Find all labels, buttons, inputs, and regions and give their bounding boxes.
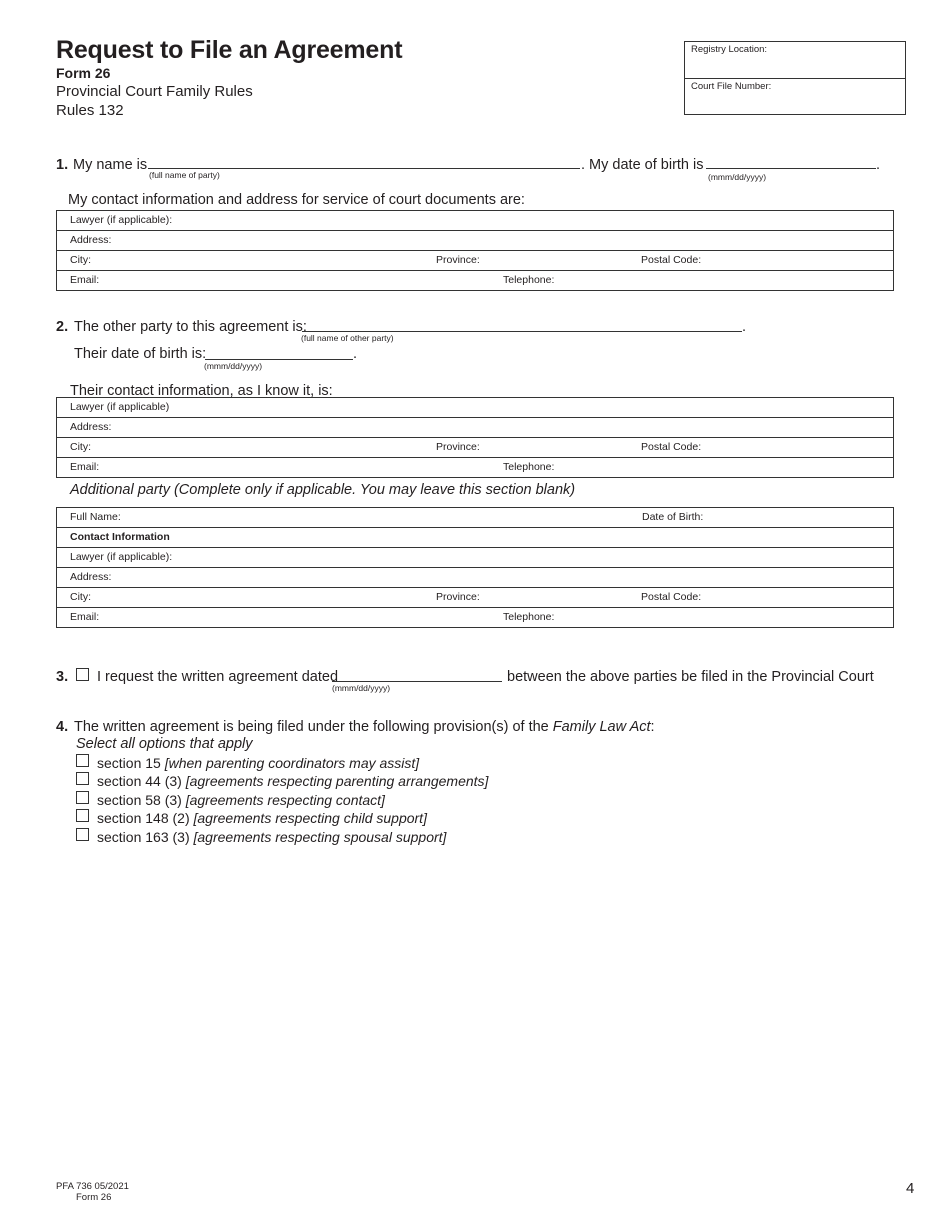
their-dob-input[interactable] [205,359,353,360]
other-party-label: The other party to this agreement is: [74,319,307,335]
email-row[interactable] [57,457,893,477]
postal-code-label: Postal Code: [641,591,702,603]
other-party-name-input[interactable] [302,331,742,332]
email-label: Email: [70,611,100,623]
address-label: Address: [70,234,112,246]
address-row[interactable] [57,230,893,250]
agreement-date-input[interactable] [332,681,502,682]
provisions-text-main: The written agreement is being filed under the following provision(s) of the [74,719,549,735]
section-163-checkbox[interactable] [76,828,89,841]
my-dob-label: . My date of birth is [581,157,704,173]
section-58-checkbox[interactable] [76,791,89,804]
party-dob-hint: (mmm/dd/yyyy) [708,172,767,182]
province-label: Province: [436,254,480,266]
provisions-text [74,719,655,735]
registry-location-label: Registry Location: [691,44,768,55]
lawyer-row[interactable] [57,211,893,230]
section-148-checkbox[interactable] [76,809,89,822]
option-section-148-number: section 148 (2) [97,810,190,826]
province-label: Province: [436,441,480,453]
footer-form: Form 26 [76,1192,112,1203]
section-3-number: 3. [56,669,69,685]
page-title: Request to File an Agreement [56,36,403,64]
city-label: City: [70,254,91,266]
city-row[interactable] [57,437,893,457]
their-dob-period: . [353,346,358,362]
option-section-163 [97,829,446,845]
form-number: Form 26 [56,65,111,81]
page-number: 4 [906,1180,915,1197]
request-text-after: between the above parties be filed in the Provincial Court [507,669,874,685]
other-party-hint: (full name of other party) [301,333,394,343]
party-contact-table [56,210,894,291]
option-section-15 [97,755,419,771]
contact-intro: My contact information and address for service of court documents are: [68,192,525,208]
address-label: Address: [70,571,112,583]
section-44-checkbox[interactable] [76,772,89,785]
email-row[interactable] [57,270,893,290]
date-of-birth-label: Date of Birth: [642,511,704,523]
option-section-58 [97,792,385,808]
provisions-colon: : [650,719,655,735]
party-name-hint: (full name of party) [149,170,220,180]
lawyer-row[interactable] [57,547,893,567]
family-law-act-name: Family Law Act [552,719,651,735]
option-section-148 [97,810,427,826]
select-instruction: Select all options that apply [76,736,253,752]
their-dob-label: Their date of birth is: [74,346,207,362]
option-section-15-desc: [when parenting coordinators may assist] [164,755,420,771]
other-party-contact-table [56,397,894,478]
their-dob-hint: (mmm/dd/yyyy) [204,361,263,371]
full-name-label: Full Name: [70,511,121,523]
contact-info-heading: Contact Information [70,531,170,543]
footer-code: PFA 736 05/2021 [56,1181,129,1192]
court-file-number-field[interactable] [685,78,905,114]
section-1-number: 1. [56,157,69,173]
rules-name: Provincial Court Family Rules [56,83,253,100]
option-section-44-number: section 44 (3) [97,773,182,789]
my-name-label: My name is [73,157,148,173]
court-file-number-label: Court File Number: [691,81,772,92]
lawyer-label: Lawyer (if applicable) [70,401,170,413]
lawyer-label: Lawyer (if applicable): [70,551,173,563]
city-row[interactable] [57,587,893,607]
section-4-number: 4. [56,719,69,735]
party-name-input[interactable] [148,168,580,169]
option-section-58-desc: [agreements respecting contact] [185,792,385,808]
option-section-148-desc: [agreements respecting child support] [193,810,427,826]
email-row[interactable] [57,607,893,627]
telephone-label: Telephone: [503,274,555,286]
lawyer-row[interactable] [57,398,893,417]
dob-period: . [876,157,881,173]
telephone-label: Telephone: [503,611,555,623]
address-row[interactable] [57,417,893,437]
other-party-period: . [742,319,747,335]
section-15-checkbox[interactable] [76,754,89,767]
option-section-163-number: section 163 (3) [97,829,190,845]
option-section-44-desc: [agreements respecting parenting arrangements] [185,773,489,789]
city-label: City: [70,441,91,453]
city-label: City: [70,591,91,603]
option-section-58-number: section 58 (3) [97,792,182,808]
request-text: I request the written agreement dated [97,669,339,685]
postal-code-label: Postal Code: [641,441,702,453]
additional-party-table [56,507,894,628]
full-name-row[interactable] [57,508,893,527]
registry-location-field[interactable] [685,42,905,78]
party-dob-input[interactable] [706,168,876,169]
additional-party-note: Additional party (Complete only if applicable. You may leave this section blank) [70,482,576,498]
their-contact-intro: Their contact information, as I know it, is: [70,383,333,399]
section-2-number: 2. [56,319,69,335]
option-section-163-desc: [agreements respecting spousal support] [193,829,447,845]
address-label: Address: [70,421,112,433]
option-section-15-number: section 15 [97,755,161,771]
agreement-date-hint: (mmm/dd/yyyy) [332,683,391,693]
email-label: Email: [70,274,100,286]
city-row[interactable] [57,250,893,270]
option-section-44 [97,773,488,789]
contact-info-row [57,527,893,547]
telephone-label: Telephone: [503,461,555,473]
province-label: Province: [436,591,480,603]
email-label: Email: [70,461,100,473]
request-filing-checkbox[interactable] [76,668,89,681]
registry-box [684,41,906,115]
lawyer-label: Lawyer (if applicable): [70,214,173,226]
postal-code-label: Postal Code: [641,254,702,266]
address-row[interactable] [57,567,893,587]
rules-number: Rules 132 [56,102,124,119]
